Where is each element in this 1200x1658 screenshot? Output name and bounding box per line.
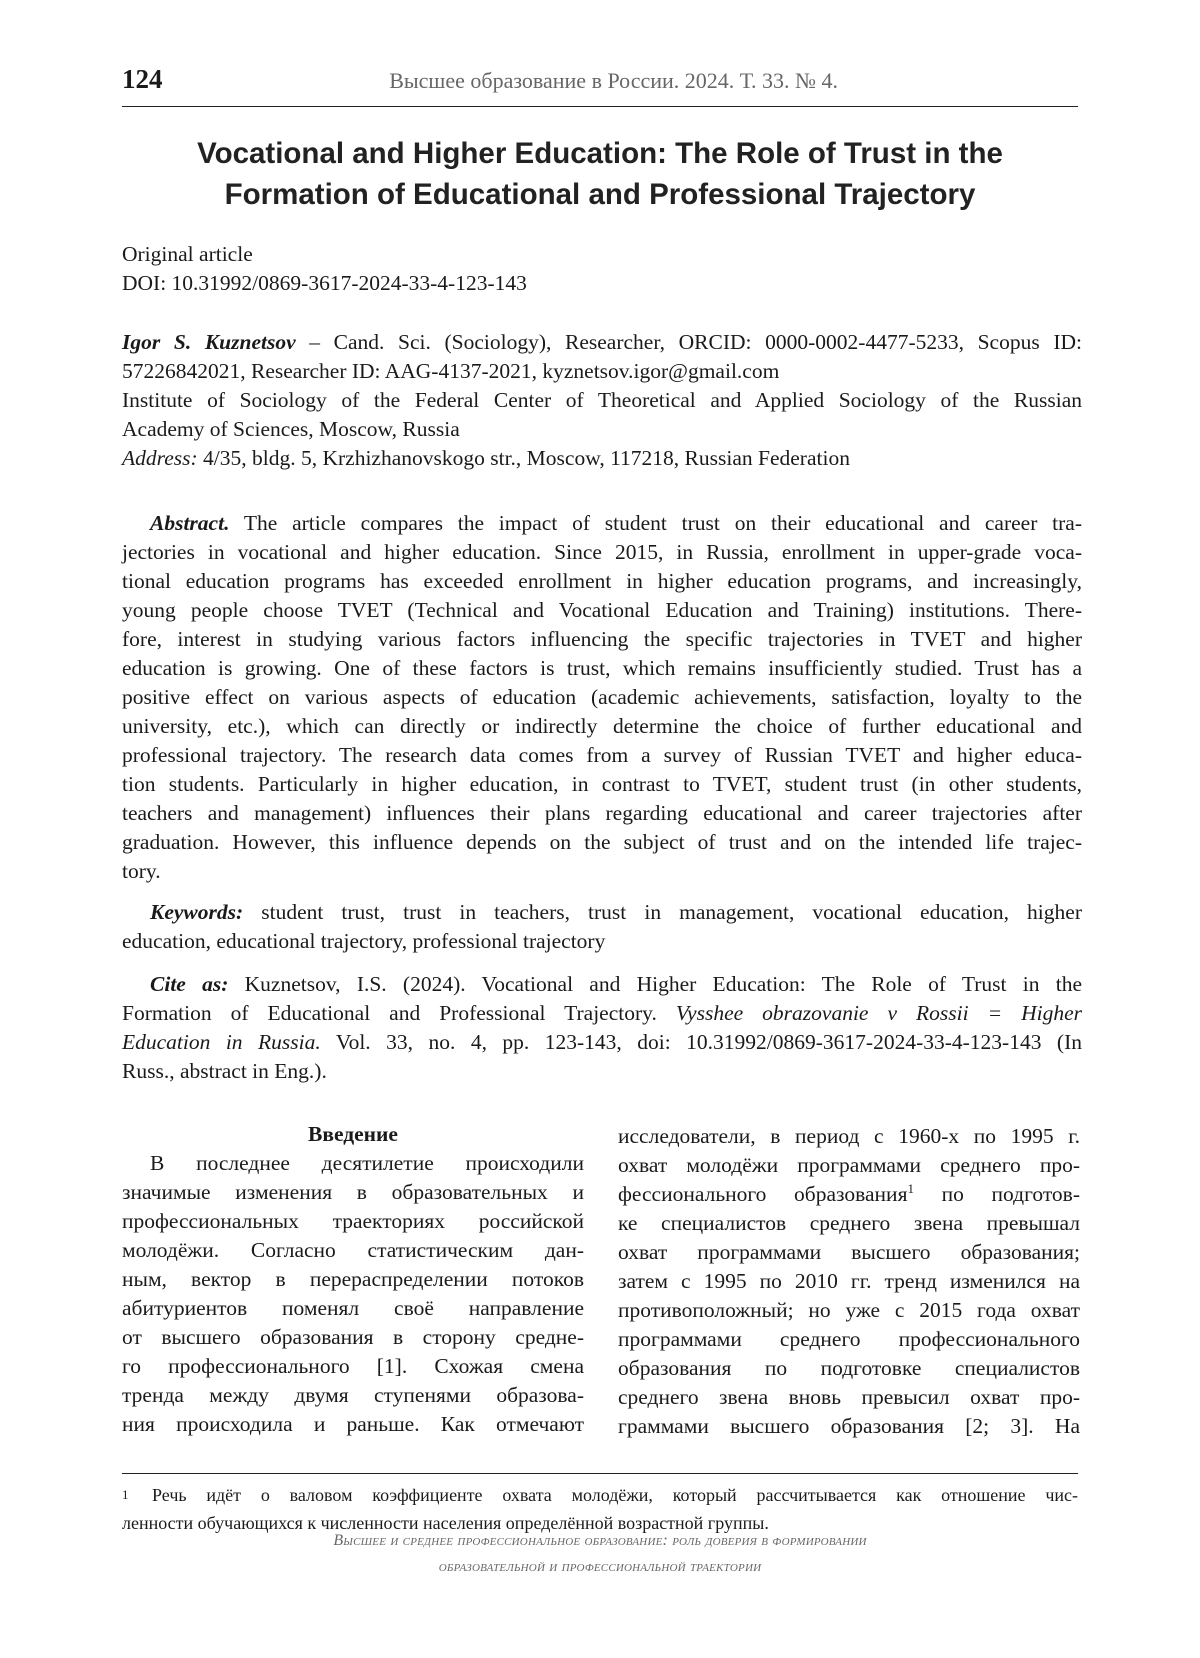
keywords-line: education, educational trajectory, professional trajectory xyxy=(122,929,606,953)
article-title xyxy=(122,133,1078,215)
author-name: Igor S. Kuznetsov xyxy=(122,330,296,354)
body-line: затем с 1995 по 2010 гг. тренд изменился на xyxy=(618,1269,1080,1293)
body-line: В последнее десятилетие происходили xyxy=(150,1151,584,1175)
abstract-line: tional education programs has exceeded enrollment in higher education programs, and increasingly, xyxy=(122,569,1082,593)
article-type: Original article xyxy=(122,242,253,266)
body-line: охват программами высшего образования; xyxy=(618,1240,1080,1264)
body-line: программами среднего профессионального xyxy=(618,1327,1080,1351)
abstract-line: tory. xyxy=(122,859,161,883)
body-line: го профессионального [1]. Схожая смена xyxy=(122,1354,584,1378)
footnote-line: ленности обучающихся к численности населения определённой возрастной группы. xyxy=(122,1513,769,1533)
abstract-line: teachers and management) influences their plans regarding educational and career trajectories after xyxy=(122,801,1082,825)
cite-line: Education in Russia. Vol. 33, no. 4, pp. 123-143, doi: 10.31992/0869-3617-2024-33-4-123-143 (In xyxy=(122,1030,1083,1054)
abstract-line: professional trajectory. The research data comes from a survey of Russian TVET and higher educa- xyxy=(122,743,1082,767)
body-line: тренда между двумя ступенями образова- xyxy=(122,1383,584,1407)
abstract-line: university, etc.), which can directly or indirectly determine the choice of further educational and xyxy=(122,714,1082,738)
body-line: ным, вектор в перераспределении потоков xyxy=(122,1267,584,1291)
section-heading: Введение xyxy=(308,1122,398,1146)
title-line: Formation of Educational and Professional Trajectory xyxy=(224,178,976,211)
body-line: фессионального образования$^1$ по подготов- xyxy=(618,1180,1080,1206)
abstract-line: tion students. Particularly in higher education, in contrast to TVET, student trust (in other students, xyxy=(122,772,1082,796)
body-line: ке специалистов среднего звена превышал xyxy=(618,1211,1080,1235)
body-line: образования по подготовке специалистов xyxy=(618,1356,1080,1380)
author-affiliation: Institute of Sociology of the Federal Center of Theoretical and Applied Sociology of the Russian xyxy=(122,388,1082,412)
body-line: значимые изменения в образовательных и xyxy=(122,1180,584,1204)
abstract-label: Abstract. xyxy=(150,511,230,535)
abstract-line: young people choose TVET (Technical and Vocational Education and Training) institutions. There- xyxy=(122,598,1082,622)
footer-line: Высшее и среднее профессиональное образование: роль доверия в формировании xyxy=(333,1532,867,1549)
footnote-mark: 1 xyxy=(122,1487,129,1502)
author-address: Address: 4/35, bldg. 5, Krzhizhanovskogo str., Moscow, 117218, Russian Federation xyxy=(122,446,850,470)
cite-line: Formation of Educational and Professional Trajectory. Vysshee obrazovanie v Rossii = Higher xyxy=(122,1001,1082,1025)
body-line: от высшего образования в сторону средне- xyxy=(122,1325,584,1349)
abstract-line: jectories in vocational and higher education. Since 2015, in Russia, enrollment in upper-grade voca- xyxy=(122,540,1082,564)
body-line: ния происходила и раньше. Как отмечают xyxy=(122,1412,584,1436)
article-meta xyxy=(122,240,1082,298)
footnote-ref: 1 xyxy=(907,1180,914,1196)
keywords-label: Keywords: xyxy=(150,900,244,924)
footnote-divider xyxy=(122,1473,1078,1474)
doi: DOI: 10.31992/0869-3617-2024-33-4-123-143 xyxy=(122,271,527,295)
abstract xyxy=(122,509,1082,886)
body-line: абитуриентов поменял своё направление xyxy=(122,1296,584,1320)
abstract-line: fore, interest in studying various factors influencing the specific trajectories in TVET and higher xyxy=(122,627,1082,651)
author-affiliation-cont: Academy of Sciences, Moscow, Russia xyxy=(122,417,460,441)
cite-label: Cite as: xyxy=(150,972,229,996)
keywords xyxy=(122,898,1082,956)
cite-line: Russ., abstract in Eng.). xyxy=(122,1059,327,1083)
body-line: среднего звена вновь превысил охват про- xyxy=(618,1385,1080,1409)
author-line: Igor S. Kuznetsov – Cand. Sci. (Sociology), Researcher, ORCID: 0000-0002-4477-5233, Scopus ID: xyxy=(122,330,1082,354)
author-info xyxy=(122,328,1082,473)
body-line: профессиональных траекториях российской xyxy=(122,1209,584,1233)
abstract-line: Abstract. The article compares the impact of student trust on their educational and career tra- xyxy=(150,511,1082,535)
citation xyxy=(122,970,1082,1086)
running-footer xyxy=(122,1528,1078,1580)
intro-right-column xyxy=(618,1122,1080,1441)
page-number: 124 xyxy=(122,64,163,94)
cite-line: Cite as: Kuznetsov, I.S. (2024). Vocational and Higher Education: The Role of Trust in the xyxy=(150,972,1083,996)
journal-name: Высшее образование в России. 2024. Т. 33. № 4. xyxy=(389,68,838,93)
body-line: молодёжи. Согласно статистическим дан- xyxy=(122,1238,584,1262)
footer-line: образовательной и профессиональной траектории xyxy=(438,1558,762,1575)
running-header xyxy=(122,60,1078,107)
author-ids: 57226842021, Researcher ID: AAG-4137-2021, kyznetsov.igor@gmail.com xyxy=(122,359,780,383)
body-line: охват молодёжи программами среднего про- xyxy=(618,1153,1080,1177)
body-line: граммами высшего образования [2; 3]. На xyxy=(618,1414,1080,1438)
abstract-line: education is growing. One of these factors is trust, which remains insufficiently studied. Trust has a xyxy=(122,656,1082,680)
body-line: противоположный; но уже с 2015 года охват xyxy=(618,1298,1080,1322)
footnote-line: 1 Речь идёт о валовом коэффициенте охвата молодёжи, который рассчитывается как отношение чис- xyxy=(122,1481,1078,1509)
keywords-line: Keywords: student trust, trust in teachers, trust in management, vocational education, higher xyxy=(150,900,1082,924)
abstract-line: positive effect on various aspects of education (academic achievements, satisfaction, loyalty to the xyxy=(122,685,1082,709)
intro-left-column xyxy=(122,1120,584,1439)
body-line: исследователи, в период с 1960-х по 1995 г. xyxy=(618,1124,1080,1148)
title-line: Vocational and Higher Education: The Role of Trust in the xyxy=(197,137,1003,170)
abstract-line: graduation. However, this influence depends on the subject of trust and on the intended life trajec- xyxy=(122,830,1082,854)
